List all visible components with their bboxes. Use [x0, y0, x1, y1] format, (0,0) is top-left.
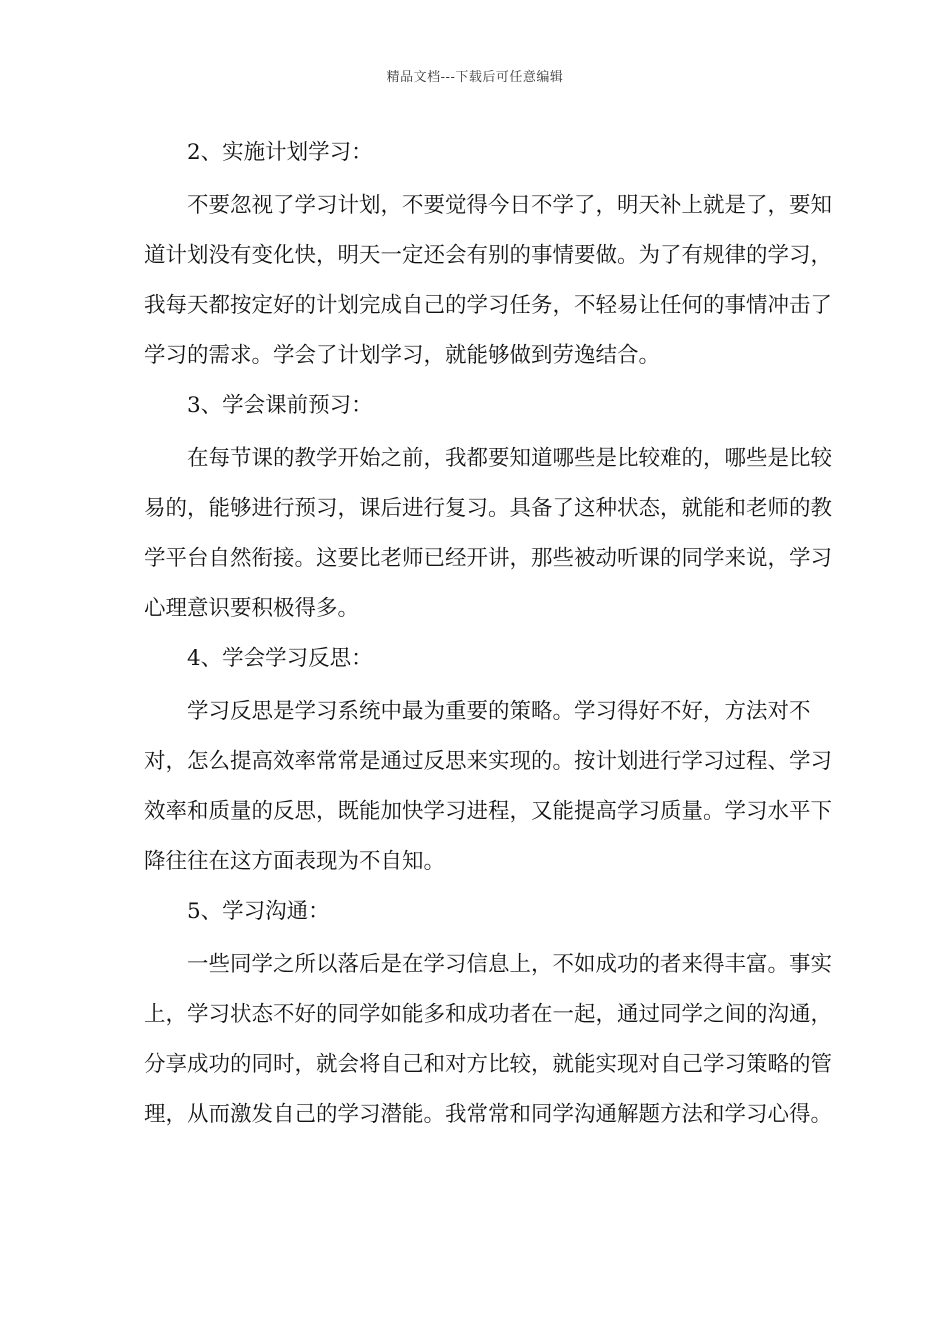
section-paragraph-2: 不要忽视了学习计划，不要觉得今日不学了，明天补上就是了，要知道计划没有变化快，明天一定还会有别的事情要做。为了有规律的学习，我每天都按定好的计划完成自己的学习任务，不轻易让任何的事情冲击了学习的需求。学会了计划学习，就能够做到劳逸结合。: [144, 193, 833, 368]
section-paragraph-3: 在每节课的教学开始之前，我都要知道哪些是比较难的，哪些是比较易的，能够进行预习，课后进行复习。具备了这种状态，就能和老师的教学平台自然衔接。这要比老师已经开讲，那些被动听课的同学来说，学习心理意识要积极得多。: [144, 446, 833, 621]
page-header: 精品文档---下载后可任意编辑: [386, 70, 564, 85]
section-heading-2: 2、实施计划学习：: [187, 140, 373, 165]
section-heading-3: 3、学会课前预习：: [187, 393, 373, 418]
section-heading-4: 4、学会学习反思：: [187, 646, 373, 671]
section-paragraph-5: 一些同学之所以落后是在学习信息上，不如成功的者来得丰富。事实上，学习状态不好的同学如能多和成功者在一起，通过同学之间的沟通，分享成功的同时，就会将自己和对方比较，就能实现对自己学习策略的管理，从而激发自己的学习潜能。我常常和同学沟通解题方法和学习心得。: [144, 952, 833, 1127]
section-paragraph-4: 学习反思是学习系统中最为重要的策略。学习得好不好，方法对不对，怎么提高效率常常是通过反思来实现的。按计划进行学习过程、学习效率和质量的反思，既能加快学习进程，又能提高学习质量。学习水平下降往往在这方面表现为不自知。: [144, 699, 833, 874]
document-body: [144, 128, 834, 1140]
section-heading-5: 5、学习沟通：: [187, 899, 330, 924]
